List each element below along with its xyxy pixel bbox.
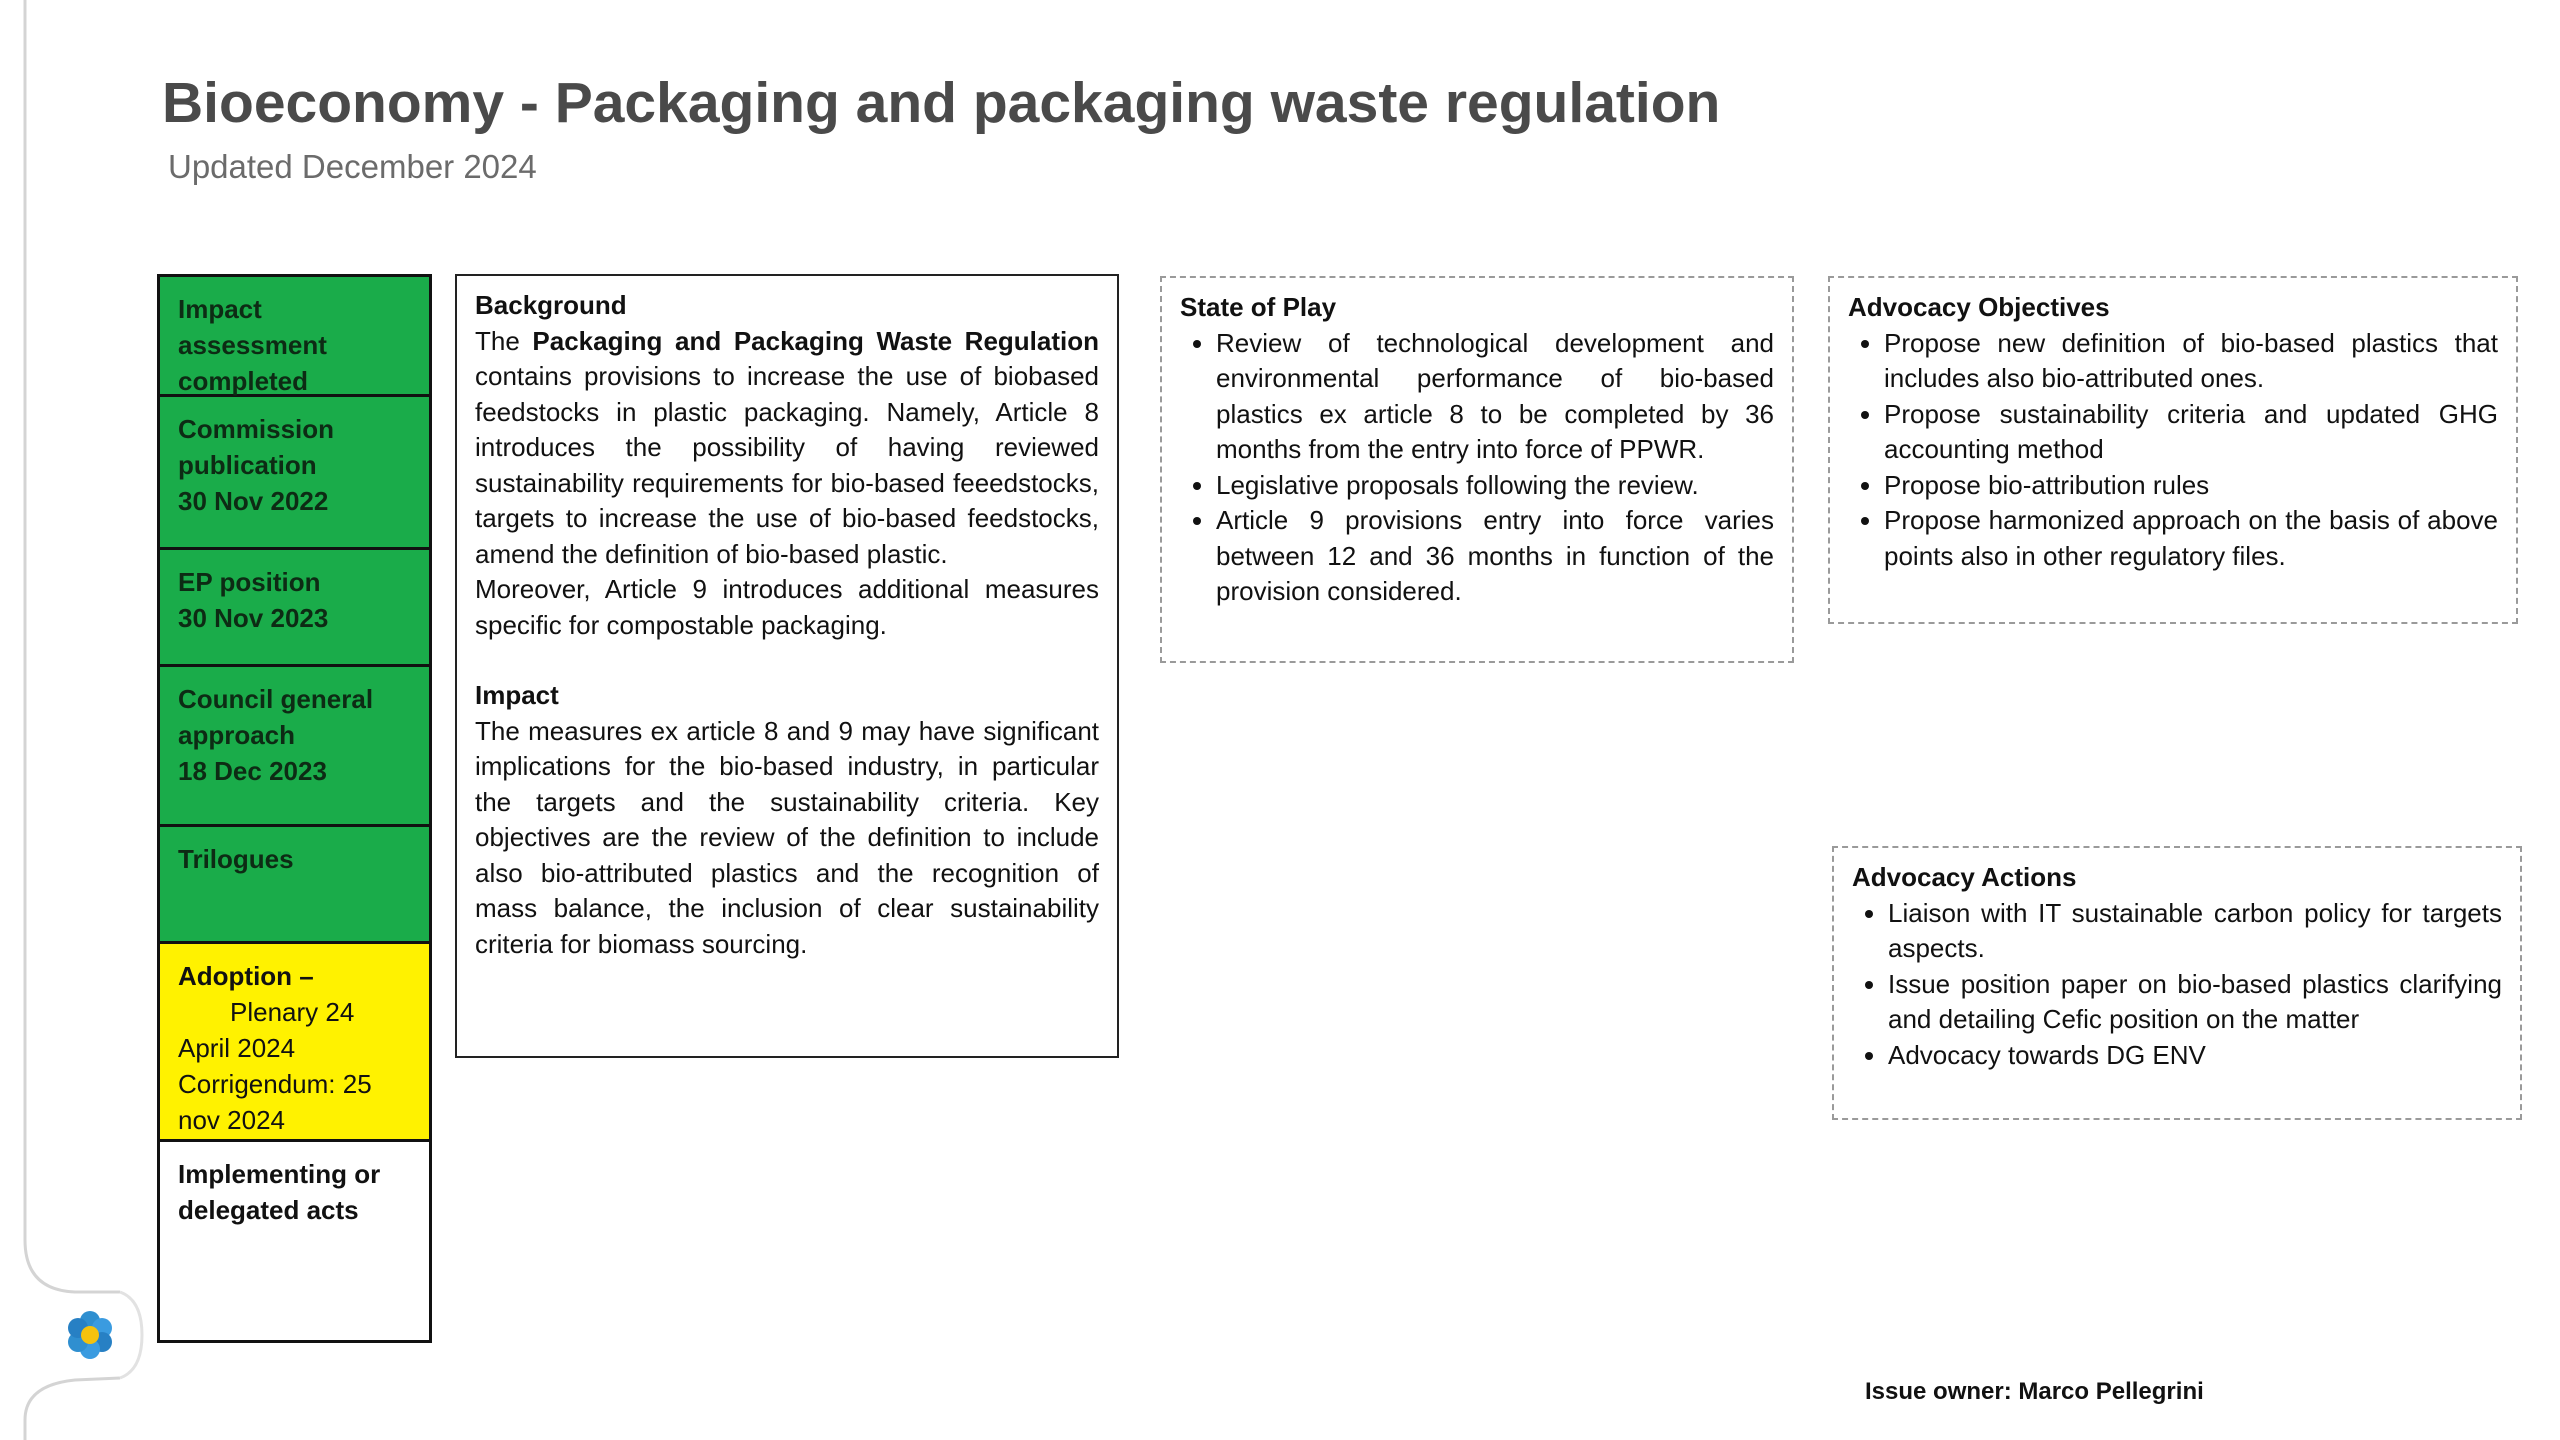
stage-label: Trilogues xyxy=(178,844,294,874)
stage-label: Implementing or xyxy=(178,1159,381,1189)
stage-council-general-approach xyxy=(160,667,429,827)
background-box xyxy=(455,274,1119,1058)
flower-logo-icon xyxy=(60,1305,120,1365)
stage-date: 30 Nov 2023 xyxy=(178,603,329,633)
stage-label: publication xyxy=(178,450,317,480)
stage-ep-position xyxy=(160,550,429,667)
stage-date: Plenary 24 xyxy=(230,997,355,1027)
stage-label: EP position xyxy=(178,567,321,597)
impact-heading: Impact xyxy=(475,680,559,710)
impact-paragraph: The measures ex article 8 and 9 may have significant implications for the bio-based industry, in particular the targets and the sustainability criteria. Key objectives are the review of the definition to include also bio-attributed plastics and the recognition of mass balance, the inclusion of clear sustainability criteria for biomass sourcing. xyxy=(475,715,1099,959)
advocacy-actions-box xyxy=(1832,846,2522,1120)
background-text: The xyxy=(475,325,533,356)
list-item: • Propose bio-attribution rules xyxy=(1884,468,2498,504)
stage-date: nov 2024 xyxy=(178,1105,285,1135)
advocacy-objectives-heading: Advocacy Objectives xyxy=(1848,292,2110,322)
stage-date: 30 Nov 2022 xyxy=(178,486,329,516)
stage-label: completed xyxy=(178,366,309,396)
background-heading: Background xyxy=(475,290,627,320)
background-text: contains provisions to increase the use of biobased feedstocks in plastic packaging. Namely, Article 8 introduces the possibility of having reviewed sustainability requirements for bio-based feeedstocks, targets to increase the use of bio-based feedstocks, amend the definition of bio-based plastic. xyxy=(475,361,1099,569)
list-item: • Liaison with IT sustainable carbon policy for targets aspects. xyxy=(1888,896,2502,967)
stage-label: Council general xyxy=(178,684,374,714)
stage-date: April 2024 xyxy=(178,1033,296,1063)
state-of-play-box xyxy=(1160,276,1794,663)
stage-implementing-acts xyxy=(160,1142,429,1340)
list-item: • Propose harmonized approach on the basis of above points also in other regulatory files. xyxy=(1884,503,2498,574)
list-item: • Legislative proposals following the review. xyxy=(1216,468,1774,504)
issue-owner: Issue owner: Marco Pellegrini xyxy=(1865,1378,2204,1405)
stage-label: delegated acts xyxy=(178,1195,359,1225)
list-item: • Propose sustainability criteria and updated GHG accounting method xyxy=(1884,397,2498,468)
decorative-left-curve xyxy=(0,0,160,1440)
stage-label: Adoption – xyxy=(178,961,314,991)
list-item: • Article 9 provisions entry into force varies between 12 and 36 months in function of the provision considered. xyxy=(1216,503,1774,610)
legislative-timeline xyxy=(157,274,432,1343)
stage-impact-assessment xyxy=(160,277,429,397)
list-item: • Propose new definition of bio-based plastics that includes also bio-attributed ones. xyxy=(1884,326,2498,397)
page-subtitle: Updated December 2024 xyxy=(168,148,537,185)
list-item: • Review of technological development and environmental performance of bio-based plastics ex article 8 to be completed by 36 months from the entry into force of PPWR. xyxy=(1216,326,1774,468)
advocacy-actions-list xyxy=(1852,896,2502,1074)
state-of-play-heading: State of Play xyxy=(1180,292,1337,322)
list-item: • Issue position paper on bio-based plastics clarifying and detailing Cefic position on the matter xyxy=(1888,967,2502,1038)
advocacy-actions-heading: Advocacy Actions xyxy=(1852,862,2077,892)
stage-label: Commission xyxy=(178,414,335,444)
stage-label: approach xyxy=(178,720,296,750)
advocacy-objectives-box xyxy=(1828,276,2518,624)
stage-corrigendum: Corrigendum: 25 xyxy=(178,1069,372,1099)
stage-label: Impact assessment xyxy=(178,294,327,360)
stage-commission-publication xyxy=(160,397,429,550)
regulation-name: Packaging and Packaging Waste Regulation xyxy=(532,325,1099,356)
page-title: Bioeconomy - Packaging and packaging waste regulation xyxy=(162,71,1721,135)
stage-adoption xyxy=(160,944,429,1142)
background-paragraph-2: Moreover, Article 9 introduces additional measures specific for compostable packaging. xyxy=(475,574,1099,640)
stage-trilogues xyxy=(160,827,429,944)
state-of-play-list xyxy=(1180,326,1774,610)
list-item: • Advocacy towards DG ENV xyxy=(1888,1038,2502,1074)
background-paragraph xyxy=(475,324,1099,573)
stage-date: 18 Dec 2023 xyxy=(178,756,327,786)
advocacy-objectives-list xyxy=(1848,326,2498,575)
